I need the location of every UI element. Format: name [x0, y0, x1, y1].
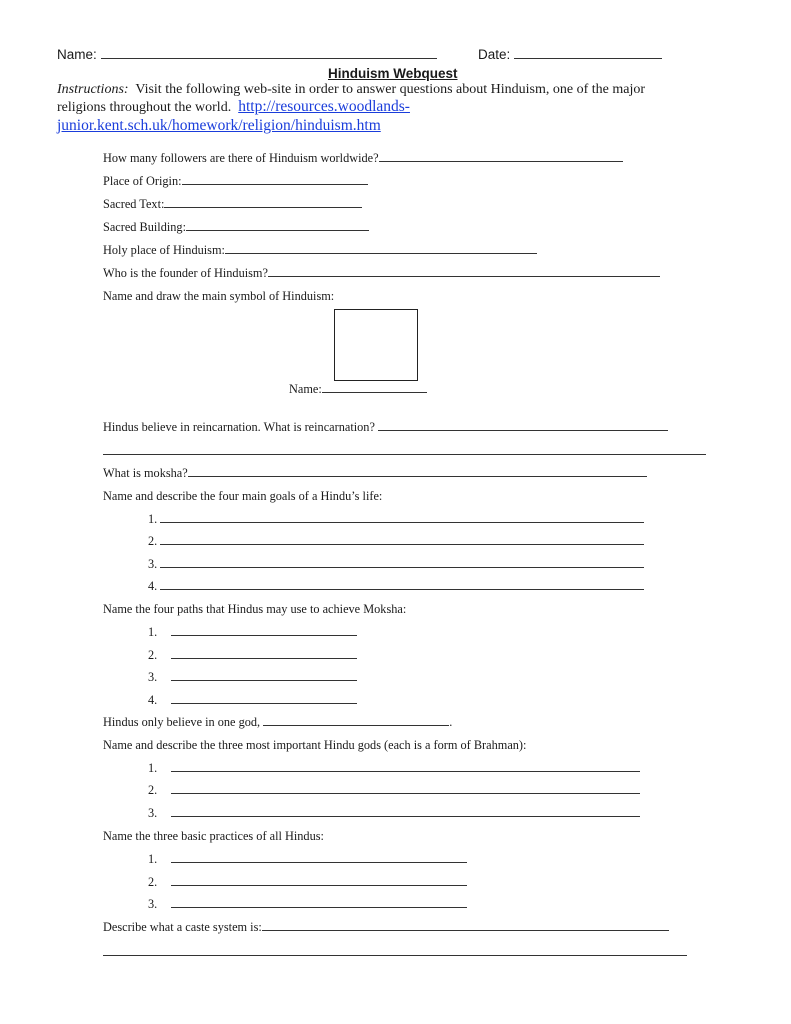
answer-one-god[interactable]: [263, 715, 449, 726]
answer-sacred-text[interactable]: [164, 197, 362, 208]
question-symbol: Name and draw the main symbol of Hinduism:: [103, 289, 335, 303]
question-paths: Name the four paths that Hindus may use to achieve Moksha:: [103, 602, 407, 616]
page-title: Hinduism Webquest: [328, 66, 458, 81]
answer-god-2[interactable]: [171, 783, 640, 794]
question-moksha: What is moksha?: [103, 466, 647, 481]
question-reincarnation: Hindus believe in reincarnation. What is reincarnation?: [103, 420, 668, 435]
question-caste: Describe what a caste system is:: [103, 920, 669, 935]
answer-reincarnation-line-2[interactable]: [103, 454, 706, 455]
name-label: Name:: [57, 47, 437, 62]
answer-god-3[interactable]: [171, 806, 640, 817]
practice-item: 3.: [148, 897, 467, 912]
path-item: 2.: [148, 648, 357, 663]
answer-origin[interactable]: [182, 174, 368, 185]
god-item: 3.: [148, 806, 640, 821]
answer-founder[interactable]: [268, 266, 660, 277]
answer-practice-1[interactable]: [171, 852, 467, 863]
answer-goal-3[interactable]: [160, 557, 644, 568]
question-founder: Who is the founder of Hinduism?: [103, 266, 660, 281]
answer-caste-line-2[interactable]: [103, 955, 687, 956]
goal-item: 2.: [148, 534, 644, 549]
path-item: 1.: [148, 625, 357, 640]
question-sacred-text: Sacred Text:: [103, 197, 362, 212]
date-field[interactable]: [514, 48, 662, 59]
answer-moksha[interactable]: [188, 466, 647, 477]
answer-practice-3[interactable]: [171, 897, 467, 908]
goal-item: 1.: [148, 512, 644, 527]
instructions-line-1: Instructions: Visit the following web-site in order to answer questions about Hinduism, one of the major: [57, 82, 645, 97]
answer-holy-place[interactable]: [225, 243, 537, 254]
instructions-line-2: religions throughout the world. http://resources.woodlands-: [57, 98, 410, 115]
answer-goal-4[interactable]: [160, 579, 644, 590]
answer-sacred-building[interactable]: [186, 220, 369, 231]
answer-goal-1[interactable]: [160, 512, 644, 523]
goal-item: 4.: [148, 579, 644, 594]
answer-path-2[interactable]: [171, 648, 357, 659]
answer-path-3[interactable]: [171, 670, 357, 681]
instructions-line-3: [57, 117, 381, 135]
date-label: Date:: [478, 47, 662, 62]
question-holy-place: Holy place of Hinduism:: [103, 243, 537, 258]
goal-item: 3.: [148, 557, 644, 572]
answer-goal-2[interactable]: [160, 534, 644, 545]
name-field[interactable]: [101, 48, 437, 59]
symbol-name-label: Name:: [289, 382, 427, 397]
instructions-lead: Instructions:: [57, 82, 129, 97]
question-gods: Name and describe the three most important Hindu gods (each is a form of Brahman):: [103, 738, 527, 752]
answer-path-1[interactable]: [171, 625, 357, 636]
path-item: 3.: [148, 670, 357, 685]
answer-reincarnation-line-1[interactable]: [378, 420, 668, 431]
question-origin: Place of Origin:: [103, 174, 368, 189]
resource-link-continued[interactable]: junior.kent.sch.uk/homework/religion/hinduism.htm: [57, 117, 381, 134]
question-one-god: Hindus only believe in one god, .: [103, 715, 453, 729]
symbol-drawing-box[interactable]: [334, 309, 418, 381]
question-goals: Name and describe the four main goals of a Hindu’s life:: [103, 489, 383, 503]
path-item: 4.: [148, 693, 357, 708]
question-practices: Name the three basic practices of all Hindus:: [103, 829, 324, 843]
answer-symbol-name[interactable]: [322, 382, 427, 393]
answer-god-1[interactable]: [171, 761, 640, 772]
answer-followers[interactable]: [379, 151, 623, 162]
god-item: 2.: [148, 783, 640, 798]
answer-path-4[interactable]: [171, 693, 357, 704]
question-sacred-building: Sacred Building:: [103, 220, 369, 235]
question-followers: How many followers are there of Hinduism worldwide?: [103, 151, 623, 166]
practice-item: 1.: [148, 852, 467, 867]
answer-practice-2[interactable]: [171, 875, 467, 886]
god-item: 1.: [148, 761, 640, 776]
answer-caste-line-1[interactable]: [262, 920, 669, 931]
resource-link[interactable]: http://resources.woodlands-: [238, 98, 410, 115]
practice-item: 2.: [148, 875, 467, 890]
